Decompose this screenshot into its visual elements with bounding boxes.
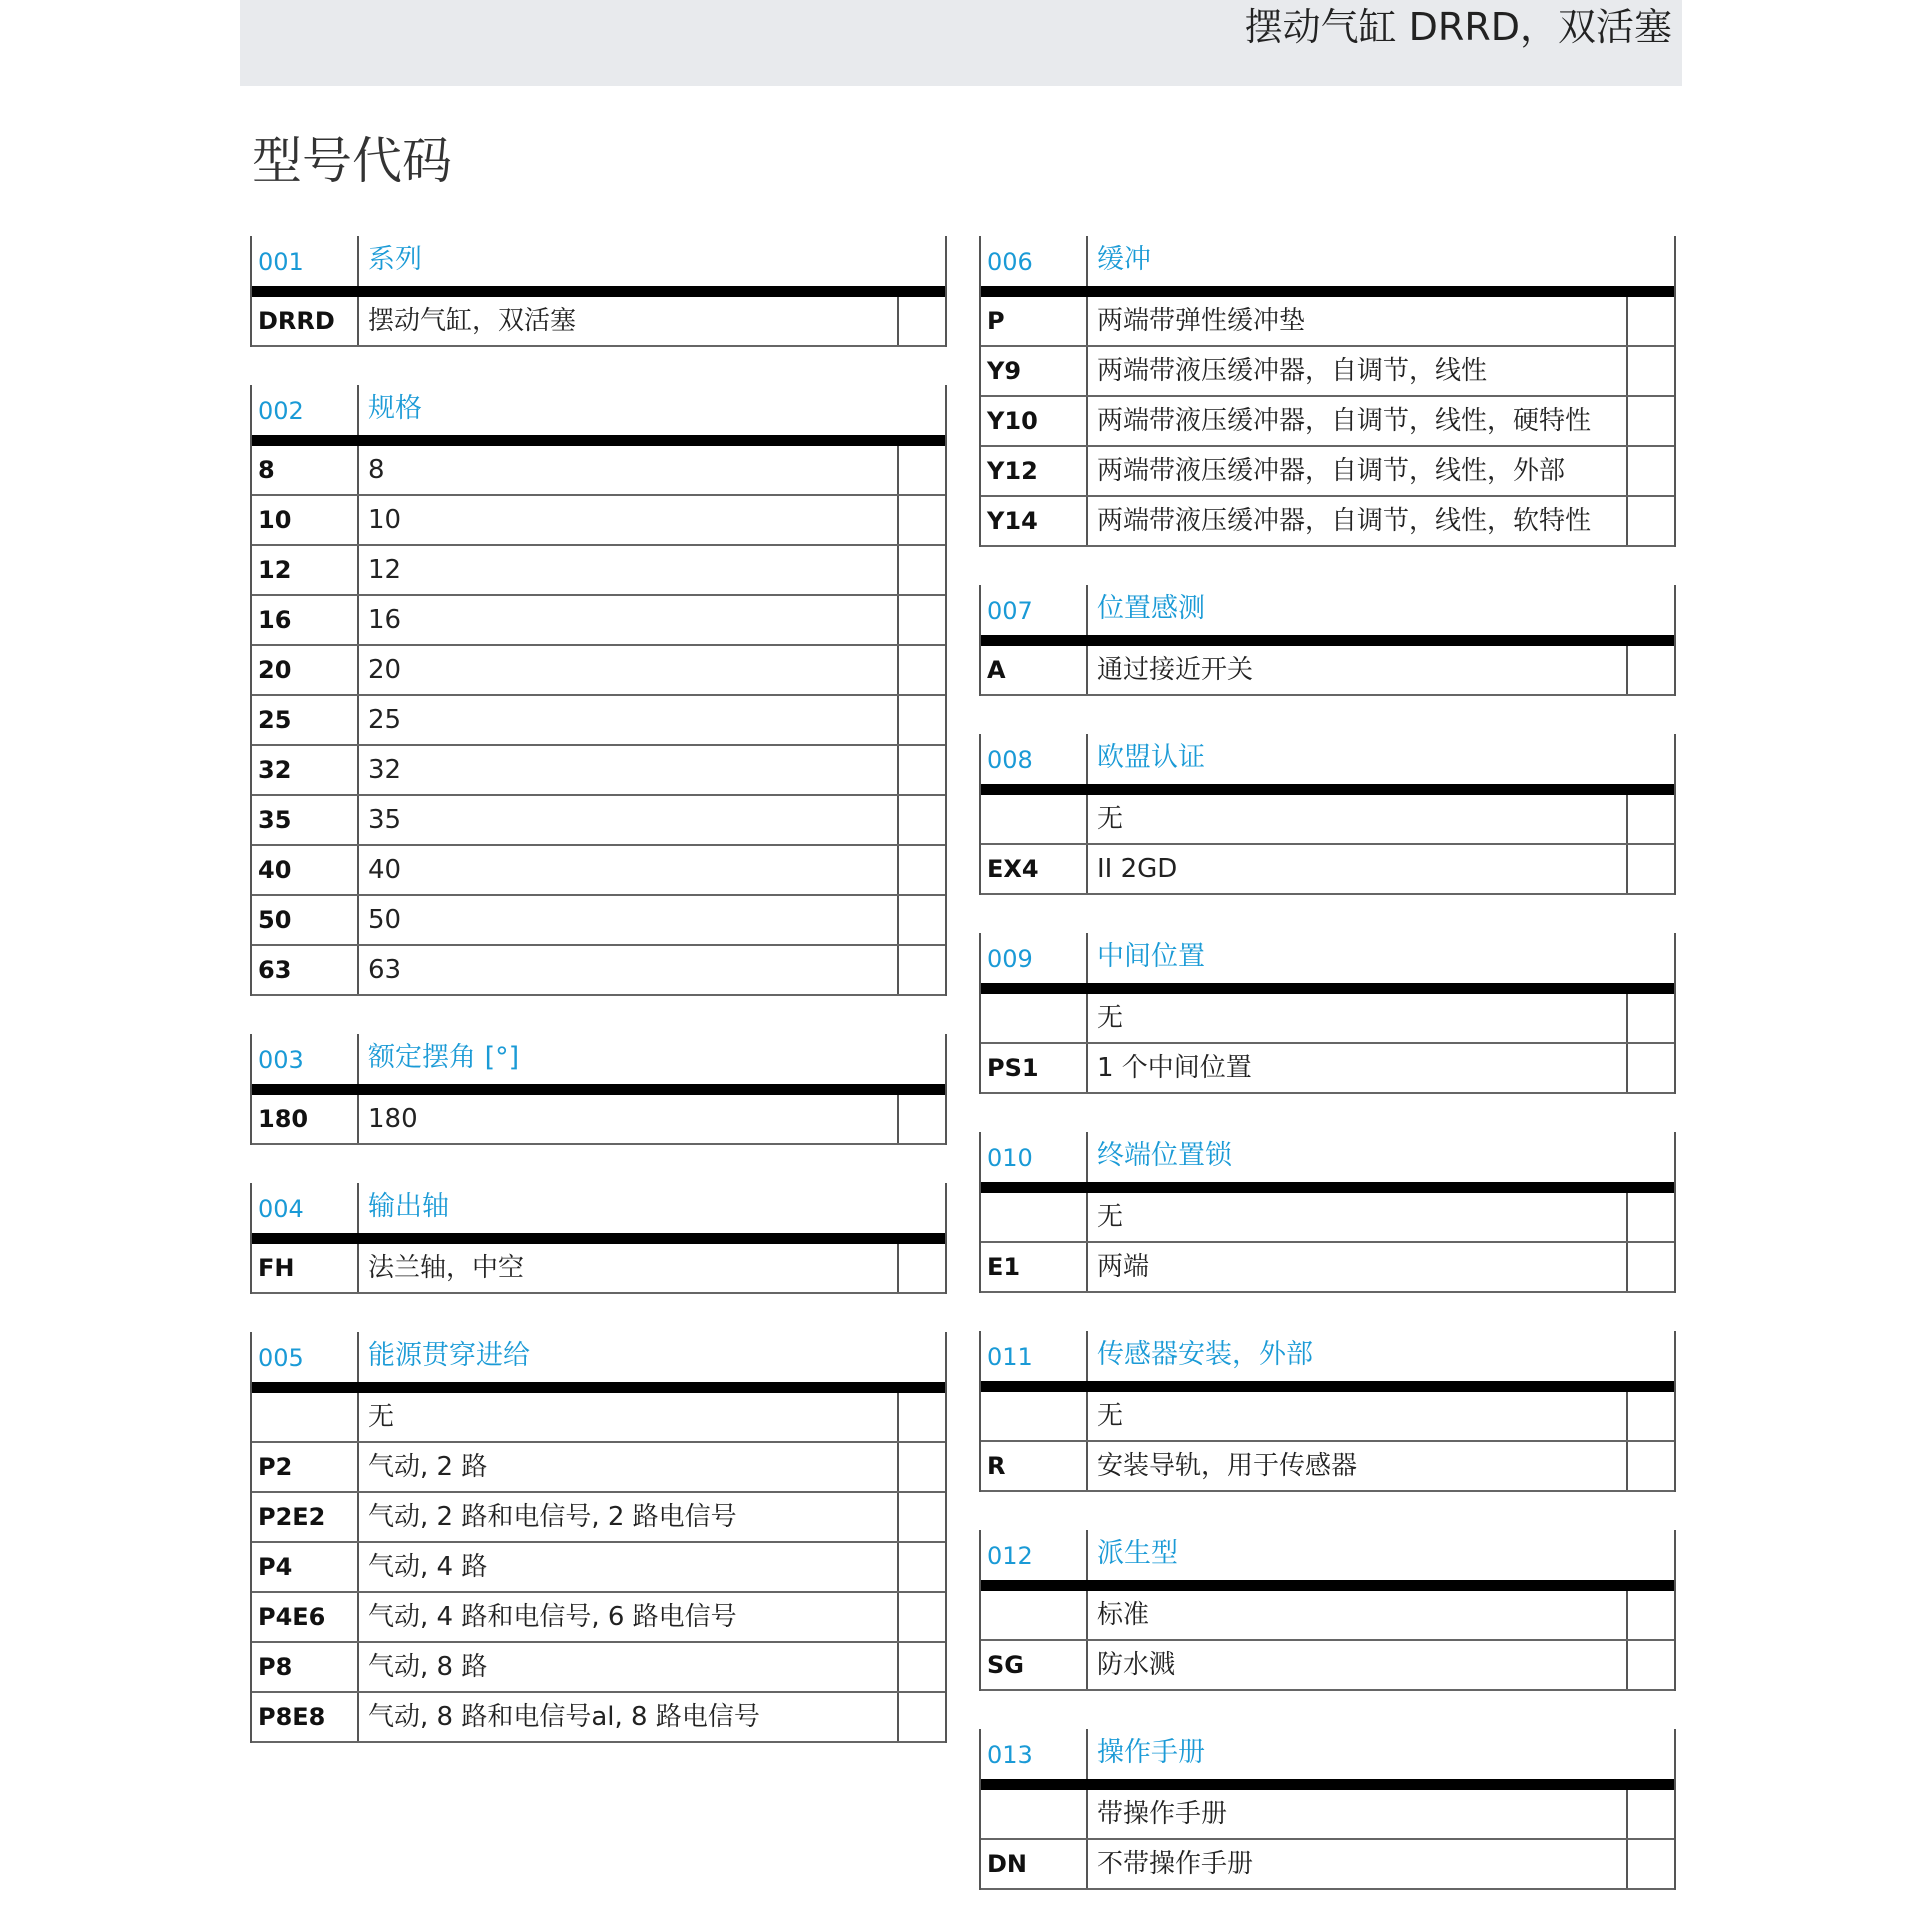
option-description: 无 (1097, 1003, 1124, 1033)
option-description: 无 (1097, 1401, 1124, 1431)
checkbox-cell-divider (897, 1693, 899, 1741)
option-group-header (252, 1034, 945, 1084)
option-description: 12 (368, 555, 402, 585)
checkbox-cell-divider (897, 546, 899, 594)
header-rule (981, 983, 1674, 994)
option-group-number: 008 (987, 746, 1033, 774)
table-row (252, 796, 945, 846)
option-code: 32 (258, 756, 292, 784)
option-description: 气动, 2 路 (368, 1452, 488, 1482)
option-group-label: 中间位置 (1097, 941, 1205, 972)
checkbox-cell-divider (897, 796, 899, 844)
option-group-number: 004 (258, 1195, 304, 1223)
option-code: 50 (258, 906, 292, 934)
table-row (252, 846, 945, 896)
option-code: 63 (258, 956, 292, 984)
column-divider (357, 746, 359, 794)
table-row (252, 546, 945, 596)
option-group-label: 操作手册 (1097, 1737, 1205, 1768)
header-rule (252, 1084, 945, 1095)
column-divider (1086, 1641, 1088, 1689)
checkbox-cell-divider (897, 1443, 899, 1491)
option-group-label: 派生型 (1097, 1538, 1178, 1569)
checkbox-cell-divider (1626, 447, 1628, 495)
option-group-header (981, 1132, 1674, 1182)
checkbox-cell-divider (897, 1543, 899, 1591)
option-description: 气动, 4 路和电信号, 6 路电信号 (368, 1602, 737, 1632)
column-divider (1086, 1044, 1088, 1092)
table-row (252, 646, 945, 696)
column-divider (1086, 497, 1088, 545)
checkbox-cell-divider (897, 1593, 899, 1641)
column-divider (1086, 397, 1088, 445)
table-row (252, 446, 945, 496)
option-code: P (987, 307, 1005, 335)
table-row (252, 1693, 945, 1743)
option-group-005 (250, 1332, 947, 1743)
table-row (981, 795, 1674, 845)
option-group-012 (979, 1530, 1676, 1691)
option-description: 两端带液压缓冲器，自调节，线性，外部 (1097, 456, 1566, 486)
table-row (981, 1840, 1674, 1890)
option-code: Y10 (987, 407, 1038, 435)
option-code: P8 (258, 1653, 293, 1681)
checkbox-cell-divider (897, 1095, 899, 1143)
option-group-013 (979, 1729, 1676, 1890)
checkbox-cell-divider (897, 297, 899, 345)
option-description: 63 (368, 955, 402, 985)
checkbox-cell-divider (897, 446, 899, 494)
checkbox-cell-divider (1626, 297, 1628, 345)
column-divider (1086, 236, 1088, 286)
table-row (981, 297, 1674, 347)
checkbox-cell-divider (1626, 1044, 1628, 1092)
option-code: P8E8 (258, 1703, 326, 1731)
column-divider (357, 385, 359, 435)
table-row (252, 746, 945, 796)
table-row (981, 1641, 1674, 1691)
option-description: 气动, 2 路和电信号, 2 路电信号 (368, 1502, 737, 1532)
option-group-header (981, 1331, 1674, 1381)
option-group-label: 规格 (368, 393, 422, 424)
option-group-label: 能源贯穿进给 (368, 1340, 530, 1371)
option-description: 16 (368, 605, 402, 635)
column-divider (357, 1593, 359, 1641)
option-code: 20 (258, 656, 292, 684)
option-group-number: 012 (987, 1542, 1033, 1570)
option-group-number: 011 (987, 1343, 1033, 1371)
option-group-header (252, 1183, 945, 1233)
column-divider (357, 696, 359, 744)
option-group-003 (250, 1034, 947, 1145)
column-divider (1086, 585, 1088, 635)
option-group-number: 003 (258, 1046, 304, 1074)
option-group-header (981, 734, 1674, 784)
column-divider (1086, 1442, 1088, 1490)
column-divider (357, 546, 359, 594)
option-group-number: 013 (987, 1741, 1033, 1769)
option-description: 法兰轴，中空 (368, 1253, 525, 1283)
option-code: 16 (258, 606, 292, 634)
checkbox-cell-divider (897, 946, 899, 994)
column-divider (1086, 1530, 1088, 1580)
checkbox-cell-divider (897, 1643, 899, 1691)
table-row (252, 1493, 945, 1543)
checkbox-cell-divider (1626, 1193, 1628, 1241)
column-divider (357, 1693, 359, 1741)
header-rule (981, 1182, 1674, 1193)
table-row (252, 896, 945, 946)
left-column (250, 236, 947, 1781)
checkbox-cell-divider (1626, 795, 1628, 843)
option-description: 两端 (1097, 1252, 1150, 1282)
column-divider (1086, 646, 1088, 694)
column-divider (1086, 1392, 1088, 1440)
option-group-label: 系列 (368, 244, 422, 275)
option-code: Y9 (987, 357, 1022, 385)
column-divider (1086, 1840, 1088, 1888)
option-code: 180 (258, 1105, 309, 1133)
option-code: 35 (258, 806, 292, 834)
header-rule (252, 435, 945, 446)
option-description: 两端带弹性缓冲垫 (1097, 306, 1306, 336)
table-row (252, 1643, 945, 1693)
checkbox-cell-divider (897, 1393, 899, 1441)
option-description: 10 (368, 505, 402, 535)
table-row (981, 1790, 1674, 1840)
option-code: 10 (258, 506, 292, 534)
column-divider (1086, 1132, 1088, 1182)
column-divider (1086, 447, 1088, 495)
column-divider (1086, 1331, 1088, 1381)
option-group-number: 006 (987, 248, 1033, 276)
option-description: 1 个中间位置 (1097, 1053, 1252, 1083)
option-code: A (987, 656, 1006, 684)
page-title: 型号代码 (252, 132, 452, 190)
column-divider (357, 1034, 359, 1084)
option-group-number: 001 (258, 248, 304, 276)
option-group-number: 002 (258, 397, 304, 425)
column-divider (357, 1643, 359, 1691)
column-divider (1086, 994, 1088, 1042)
option-description: 8 (368, 455, 385, 485)
option-group-label: 欧盟认证 (1097, 742, 1205, 773)
checkbox-cell-divider (1626, 497, 1628, 545)
table-row (981, 1044, 1674, 1094)
right-column (979, 236, 1676, 1928)
column-divider (357, 496, 359, 544)
table-row (981, 1243, 1674, 1293)
column-divider (357, 1543, 359, 1591)
option-code: Y12 (987, 457, 1038, 485)
option-description: 防水溅 (1097, 1650, 1176, 1680)
option-description: 气动, 8 路和电信号al, 8 路电信号 (368, 1702, 760, 1732)
column-divider (1086, 1790, 1088, 1838)
option-description: 两端带液压缓冲器，自调节，线性，硬特性 (1097, 406, 1592, 436)
option-group-header (252, 385, 945, 435)
option-group-001 (250, 236, 947, 347)
table-row (252, 1095, 945, 1145)
option-code: P4 (258, 1553, 293, 1581)
table-row (981, 845, 1674, 895)
header-rule (252, 286, 945, 297)
checkbox-cell-divider (897, 496, 899, 544)
column-divider (1086, 795, 1088, 843)
option-group-label: 输出轴 (368, 1191, 449, 1222)
option-description: 气动, 4 路 (368, 1552, 488, 1582)
table-row (981, 994, 1674, 1044)
column-divider (357, 896, 359, 944)
option-code: P4E6 (258, 1603, 326, 1631)
header-rule (981, 635, 1674, 646)
option-code: DN (987, 1850, 1028, 1878)
option-group-011 (979, 1331, 1676, 1492)
option-description: 摆动气缸，双活塞 (368, 306, 577, 336)
checkbox-cell-divider (1626, 1790, 1628, 1838)
option-description: 20 (368, 655, 402, 685)
table-row (252, 1543, 945, 1593)
column-divider (1086, 1193, 1088, 1241)
header-rule (981, 784, 1674, 795)
option-description: 标准 (1097, 1600, 1150, 1630)
option-description: 无 (1097, 804, 1124, 834)
column-divider (1086, 1591, 1088, 1639)
option-group-004 (250, 1183, 947, 1294)
option-code: 25 (258, 706, 292, 734)
checkbox-cell-divider (1626, 1591, 1628, 1639)
column-divider (357, 1244, 359, 1292)
column-divider (1086, 297, 1088, 345)
header-bar (240, 0, 1682, 86)
option-code: E1 (987, 1253, 1021, 1281)
option-group-number: 005 (258, 1344, 304, 1372)
option-group-header (981, 1729, 1674, 1779)
document-title: 摆动气缸 DRRD，双活塞 (1244, 5, 1672, 49)
checkbox-cell-divider (1626, 397, 1628, 445)
table-row (252, 496, 945, 546)
option-description: 气动, 8 路 (368, 1652, 488, 1682)
column-divider (357, 596, 359, 644)
option-group-header (981, 585, 1674, 635)
table-row (252, 1593, 945, 1643)
table-row (981, 497, 1674, 547)
checkbox-cell-divider (1626, 1442, 1628, 1490)
header-rule (981, 1381, 1674, 1392)
option-description: 32 (368, 755, 402, 785)
option-code: R (987, 1452, 1006, 1480)
option-description: 两端带液压缓冲器，自调节，线性，软特性 (1097, 506, 1592, 536)
checkbox-cell-divider (897, 896, 899, 944)
option-description: 50 (368, 905, 402, 935)
option-code: 40 (258, 856, 292, 884)
option-group-header (981, 1530, 1674, 1580)
option-description: 25 (368, 705, 402, 735)
table-row (981, 447, 1674, 497)
table-row (981, 397, 1674, 447)
option-code: SG (987, 1651, 1024, 1679)
option-code: 12 (258, 556, 292, 584)
option-group-006 (979, 236, 1676, 547)
table-row (981, 1442, 1674, 1492)
table-row (252, 297, 945, 347)
option-group-007 (979, 585, 1676, 696)
checkbox-cell-divider (897, 696, 899, 744)
option-group-label: 终端位置锁 (1097, 1140, 1232, 1171)
option-group-number: 010 (987, 1144, 1033, 1172)
option-group-label: 传感器安装，外部 (1097, 1339, 1313, 1370)
option-group-number: 009 (987, 945, 1033, 973)
column-divider (1086, 734, 1088, 784)
column-divider (357, 1332, 359, 1382)
column-divider (1086, 1243, 1088, 1291)
option-code: P2E2 (258, 1503, 326, 1531)
table-row (981, 1591, 1674, 1641)
column-divider (1086, 1729, 1088, 1779)
option-description: II 2GD (1097, 854, 1178, 884)
option-group-header (252, 1332, 945, 1382)
option-group-label: 额定摆角 [°] (368, 1042, 520, 1073)
option-description: 安装导轨，用于传感器 (1097, 1451, 1358, 1481)
option-code: Y14 (987, 507, 1038, 535)
column-divider (357, 846, 359, 894)
column-divider (357, 446, 359, 494)
option-group-label: 缓冲 (1097, 244, 1151, 275)
checkbox-cell-divider (1626, 994, 1628, 1042)
option-code: DRRD (258, 307, 335, 335)
option-code: PS1 (987, 1054, 1039, 1082)
column-divider (357, 946, 359, 994)
table-row (981, 646, 1674, 696)
checkbox-cell-divider (897, 1493, 899, 1541)
checkbox-cell-divider (897, 846, 899, 894)
table-row (252, 696, 945, 746)
table-row (981, 347, 1674, 397)
column-divider (357, 297, 359, 345)
header-rule (981, 286, 1674, 297)
checkbox-cell-divider (1626, 845, 1628, 893)
table-row (252, 596, 945, 646)
option-group-header (252, 236, 945, 286)
table-row (252, 1244, 945, 1294)
option-description: 180 (368, 1104, 418, 1134)
option-description: 两端带液压缓冲器，自调节，线性 (1097, 356, 1488, 386)
column-divider (357, 1443, 359, 1491)
option-code: 8 (258, 456, 275, 484)
column-divider (1086, 347, 1088, 395)
option-group-header (981, 236, 1674, 286)
option-description: 通过接近开关 (1097, 655, 1254, 685)
checkbox-cell-divider (897, 1244, 899, 1292)
checkbox-cell-divider (1626, 646, 1628, 694)
column-divider (1086, 933, 1088, 983)
checkbox-cell-divider (1626, 347, 1628, 395)
checkbox-cell-divider (1626, 1243, 1628, 1291)
option-group-label: 位置感测 (1097, 593, 1205, 624)
column-divider (357, 1095, 359, 1143)
option-code: EX4 (987, 855, 1039, 883)
option-description: 无 (368, 1402, 395, 1432)
column-divider (357, 1493, 359, 1541)
column-divider (1086, 845, 1088, 893)
option-description: 35 (368, 805, 402, 835)
header-rule (252, 1233, 945, 1244)
option-code: P2 (258, 1453, 293, 1481)
checkbox-cell-divider (897, 596, 899, 644)
table-row (981, 1392, 1674, 1442)
column-divider (357, 236, 359, 286)
table-row (981, 1193, 1674, 1243)
column-divider (357, 1393, 359, 1441)
option-group-header (981, 933, 1674, 983)
option-group-008 (979, 734, 1676, 895)
table-row (252, 946, 945, 996)
header-rule (981, 1580, 1674, 1591)
option-group-009 (979, 933, 1676, 1094)
column-divider (357, 796, 359, 844)
checkbox-cell-divider (897, 646, 899, 694)
option-description: 无 (1097, 1202, 1124, 1232)
header-rule (981, 1779, 1674, 1790)
option-group-number: 007 (987, 597, 1033, 625)
column-divider (357, 1183, 359, 1233)
checkbox-cell-divider (897, 746, 899, 794)
checkbox-cell-divider (1626, 1641, 1628, 1689)
option-group-010 (979, 1132, 1676, 1293)
option-code: FH (258, 1254, 295, 1282)
column-divider (357, 646, 359, 694)
option-description: 带操作手册 (1097, 1799, 1228, 1829)
table-row (252, 1393, 945, 1443)
option-group-002 (250, 385, 947, 996)
option-description: 40 (368, 855, 402, 885)
checkbox-cell-divider (1626, 1840, 1628, 1888)
checkbox-cell-divider (1626, 1392, 1628, 1440)
option-description: 不带操作手册 (1097, 1849, 1254, 1879)
header-rule (252, 1382, 945, 1393)
table-row (252, 1443, 945, 1493)
